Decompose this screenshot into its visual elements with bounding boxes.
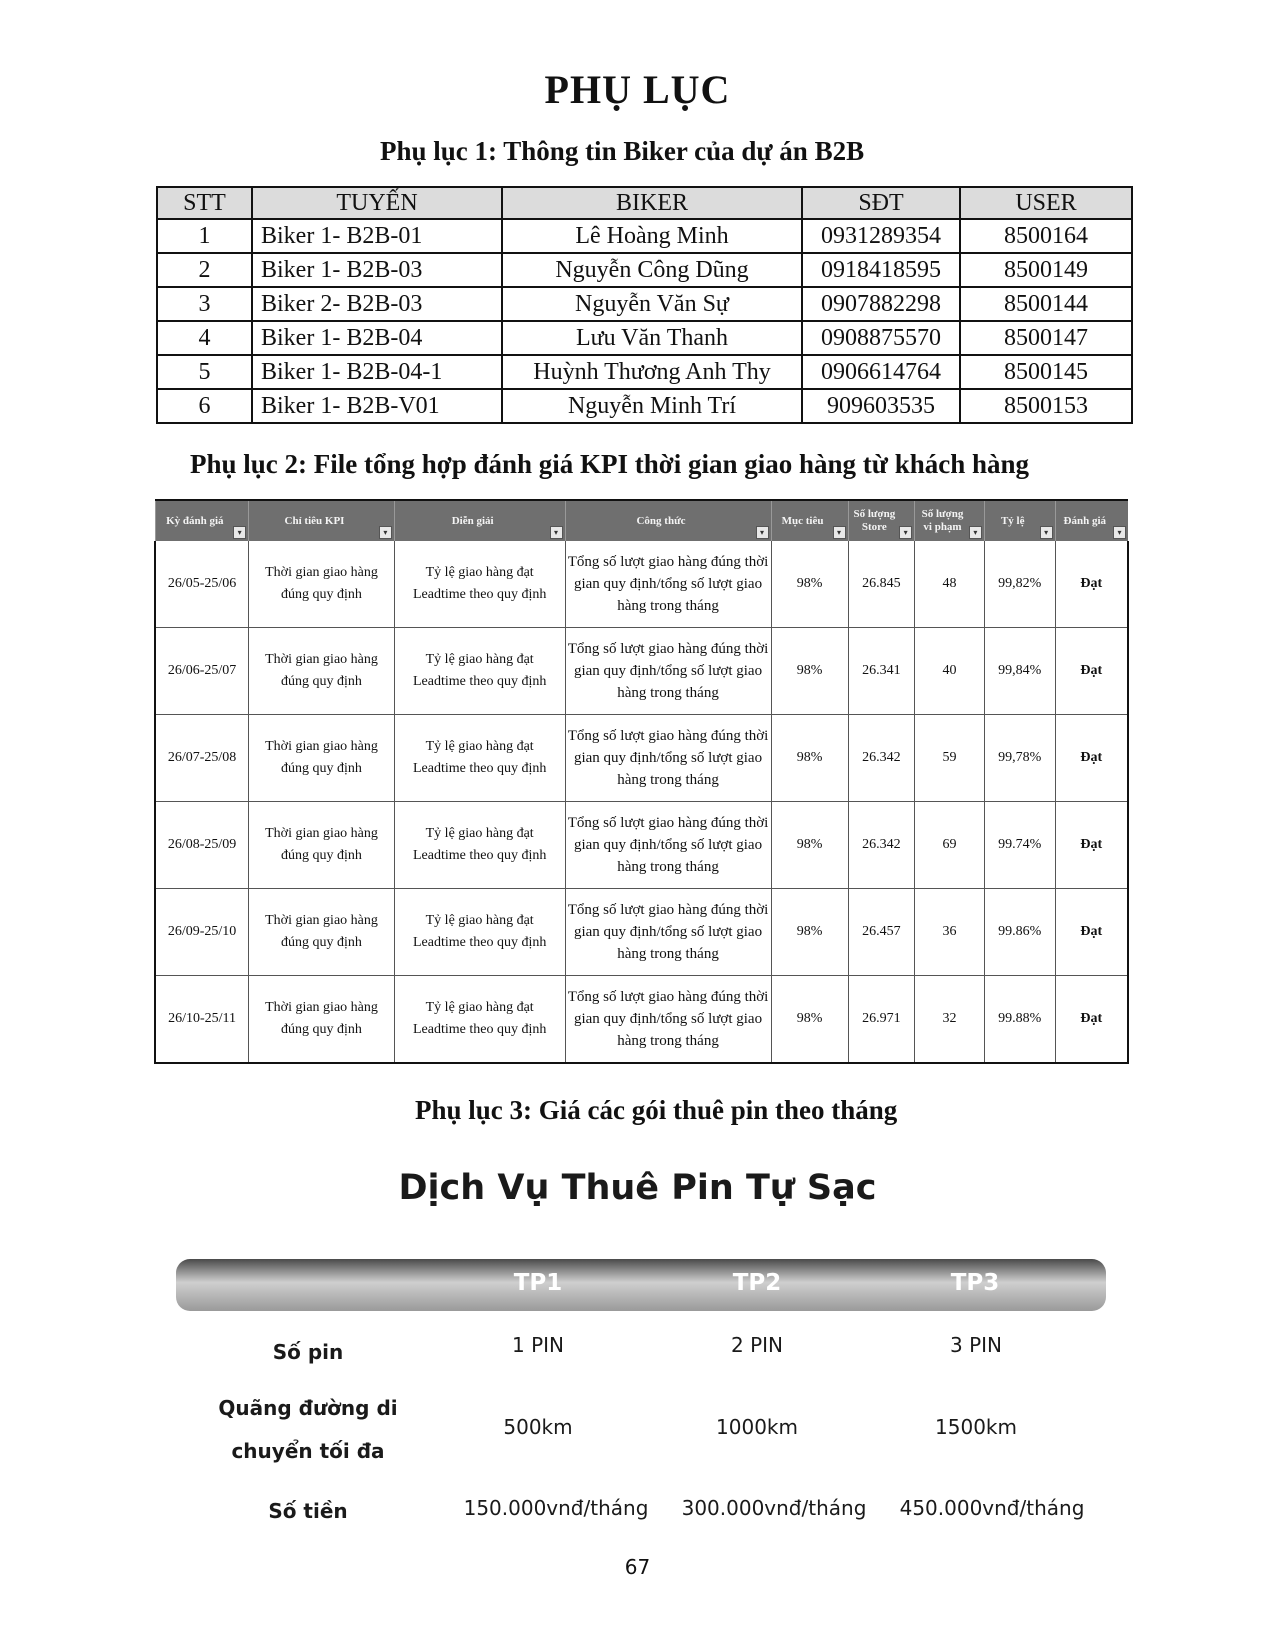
table-cell: Nguyễn Công Dũng bbox=[502, 253, 802, 287]
appendix-1-heading: Phụ lục 1: Thông tin Biker của dự án B2B bbox=[380, 136, 865, 166]
table-row bbox=[155, 541, 1128, 628]
table-cell: 98% bbox=[771, 976, 848, 1064]
kpi-table-header bbox=[155, 500, 1128, 541]
table-cell: 48 bbox=[915, 541, 985, 628]
table-cell: 8500147 bbox=[960, 321, 1132, 355]
table-row bbox=[157, 253, 1132, 287]
table-cell: Đạt bbox=[1055, 541, 1128, 628]
column-header bbox=[771, 500, 848, 541]
table-cell: 69 bbox=[915, 802, 985, 889]
table-cell: 26.341 bbox=[848, 628, 915, 715]
column-header-label: Kỳ đánh giá bbox=[166, 514, 224, 527]
filter-dropdown-icon[interactable]: ▾ bbox=[233, 526, 246, 539]
biker-table-header bbox=[157, 187, 1132, 219]
column-header bbox=[155, 500, 249, 541]
table-cell: Biker 1- B2B-V01 bbox=[252, 389, 502, 423]
table-cell: Tỷ lệ giao hàng đạt Leadtime theo quy định bbox=[394, 715, 565, 802]
table-cell: 0906614764 bbox=[802, 355, 960, 389]
table-cell: Tỷ lệ giao hàng đạt Leadtime theo quy định bbox=[394, 889, 565, 976]
table-cell: 98% bbox=[771, 802, 848, 889]
table-cell: Thời gian giao hàng đúng quy định bbox=[249, 889, 395, 976]
filter-dropdown-icon[interactable]: ▾ bbox=[1040, 526, 1053, 539]
table-cell: Thời gian giao hàng đúng quy định bbox=[249, 628, 395, 715]
column-header-label: Số lượng Store bbox=[853, 508, 896, 533]
filter-dropdown-icon[interactable]: ▾ bbox=[899, 526, 912, 539]
column-header-label: Đánh giá bbox=[1063, 514, 1107, 527]
table-cell: Thời gian giao hàng đúng quy định bbox=[249, 802, 395, 889]
table-cell: 5 bbox=[157, 355, 252, 389]
distance-tp1: 500km bbox=[503, 1415, 573, 1439]
appendix-3-heading: Phụ lục 3: Giá các gói thuê pin theo tháng bbox=[415, 1095, 898, 1125]
column-header bbox=[1055, 500, 1128, 541]
column-header: TUYẾN bbox=[252, 187, 502, 219]
table-cell: 8500149 bbox=[960, 253, 1132, 287]
table-cell: Tổng số lượt giao hàng đúng thời gian quy định/tổng số lượt giao hàng trong tháng bbox=[565, 802, 771, 889]
table-row bbox=[155, 889, 1128, 976]
column-header-label: Diễn giải bbox=[451, 514, 494, 527]
filter-dropdown-icon[interactable]: ▾ bbox=[1113, 526, 1126, 539]
table-cell: 26.457 bbox=[848, 889, 915, 976]
table-cell: 99.74% bbox=[984, 802, 1055, 889]
plan-tp2: TP2 bbox=[732, 1270, 782, 1296]
table-row bbox=[155, 976, 1128, 1064]
table-cell: Biker 1- B2B-01 bbox=[252, 219, 502, 253]
table-cell: 26/06-25/07 bbox=[155, 628, 249, 715]
table-row bbox=[155, 802, 1128, 889]
service-title: Dịch Vụ Thuê Pin Tự Sạc bbox=[398, 1168, 877, 1208]
column-header bbox=[915, 500, 985, 541]
table-cell: Nguyễn Văn Sự bbox=[502, 287, 802, 321]
price-tp1: 150.000vnđ/tháng bbox=[463, 1496, 649, 1520]
table-cell: 8500145 bbox=[960, 355, 1132, 389]
table-cell: 3 bbox=[157, 287, 252, 321]
table-cell: 26.845 bbox=[848, 541, 915, 628]
table-cell: 98% bbox=[771, 628, 848, 715]
pins-tp2: 2 PIN bbox=[730, 1333, 783, 1357]
table-cell: 26/10-25/11 bbox=[155, 976, 249, 1064]
table-cell: 1 bbox=[157, 219, 252, 253]
table-cell: Tỷ lệ giao hàng đạt Leadtime theo quy định bbox=[394, 976, 565, 1064]
column-header bbox=[565, 500, 771, 541]
column-header-label: Tỷ lệ bbox=[1000, 514, 1025, 527]
row-label-price: Số tiền bbox=[268, 1499, 348, 1523]
filter-dropdown-icon[interactable]: ▾ bbox=[379, 526, 392, 539]
biker-table bbox=[156, 186, 1133, 424]
column-header-label: Chỉ tiêu KPI bbox=[284, 514, 345, 527]
table-cell: 0931289354 bbox=[802, 219, 960, 253]
table-cell: 26/09-25/10 bbox=[155, 889, 249, 976]
table-row bbox=[157, 219, 1132, 253]
table-cell: Thời gian giao hàng đúng quy định bbox=[249, 541, 395, 628]
appendix-2-heading: Phụ lục 2: File tổng hợp đánh giá KPI thời gian giao hàng từ khách hàng bbox=[190, 449, 1030, 479]
table-cell: Tỷ lệ giao hàng đạt Leadtime theo quy định bbox=[394, 628, 565, 715]
table-cell: Tỷ lệ giao hàng đạt Leadtime theo quy định bbox=[394, 541, 565, 628]
table-cell: 40 bbox=[915, 628, 985, 715]
table-cell: 2 bbox=[157, 253, 252, 287]
table-cell: 26.342 bbox=[848, 715, 915, 802]
table-cell: 0907882298 bbox=[802, 287, 960, 321]
pins-tp3: 3 PIN bbox=[949, 1333, 1002, 1357]
table-cell: 36 bbox=[915, 889, 985, 976]
table-cell: Lê Hoàng Minh bbox=[502, 219, 802, 253]
plan-tp3: TP3 bbox=[950, 1270, 1000, 1296]
table-cell: Thời gian giao hàng đúng quy định bbox=[249, 715, 395, 802]
column-header bbox=[394, 500, 565, 541]
table-cell: 26/05-25/06 bbox=[155, 541, 249, 628]
table-cell: Thời gian giao hàng đúng quy định bbox=[249, 976, 395, 1064]
page-title: PHỤ LỤC bbox=[544, 67, 731, 112]
table-cell: Biker 1- B2B-04-1 bbox=[252, 355, 502, 389]
row-label-distance-1: Quãng đường di bbox=[218, 1396, 398, 1420]
column-header-label: Số lượng vi phạm bbox=[921, 508, 964, 533]
table-cell: Nguyễn Minh Trí bbox=[502, 389, 802, 423]
table-cell: 26/08-25/09 bbox=[155, 802, 249, 889]
column-header: STT bbox=[157, 187, 252, 219]
distance-tp2: 1000km bbox=[716, 1415, 798, 1439]
table-cell: 99,78% bbox=[984, 715, 1055, 802]
table-row bbox=[157, 355, 1132, 389]
table-cell: 99,84% bbox=[984, 628, 1055, 715]
table-cell: Biker 2- B2B-03 bbox=[252, 287, 502, 321]
column-header-label: Công thức bbox=[636, 514, 686, 527]
table-cell: Biker 1- B2B-04 bbox=[252, 321, 502, 355]
table-cell: 4 bbox=[157, 321, 252, 355]
table-cell: Đạt bbox=[1055, 628, 1128, 715]
table-cell: 0908875570 bbox=[802, 321, 960, 355]
column-header: BIKER bbox=[502, 187, 802, 219]
column-header bbox=[249, 500, 395, 541]
table-cell: 99,82% bbox=[984, 541, 1055, 628]
table-cell: Đạt bbox=[1055, 715, 1128, 802]
column-header-label: Mục tiêu bbox=[781, 514, 824, 527]
price-tp2: 300.000vnđ/tháng bbox=[681, 1496, 867, 1520]
column-header: USER bbox=[960, 187, 1132, 219]
table-cell: 99.88% bbox=[984, 976, 1055, 1064]
table-cell: 98% bbox=[771, 889, 848, 976]
table-cell: Đạt bbox=[1055, 889, 1128, 976]
table-cell: 98% bbox=[771, 715, 848, 802]
table-cell: 26/07-25/08 bbox=[155, 715, 249, 802]
table-cell: Lưu Văn Thanh bbox=[502, 321, 802, 355]
table-row bbox=[157, 287, 1132, 321]
table-cell: Huỳnh Thương Anh Thy bbox=[502, 355, 802, 389]
table-cell: 32 bbox=[915, 976, 985, 1064]
column-header: SĐT bbox=[802, 187, 960, 219]
table-cell: Tổng số lượt giao hàng đúng thời gian quy định/tổng số lượt giao hàng trong tháng bbox=[565, 628, 771, 715]
table-cell: 26.971 bbox=[848, 976, 915, 1064]
pins-tp1: 1 PIN bbox=[511, 1333, 564, 1357]
table-cell: Đạt bbox=[1055, 802, 1128, 889]
table-cell: Tỷ lệ giao hàng đạt Leadtime theo quy định bbox=[394, 802, 565, 889]
table-cell: 99.86% bbox=[984, 889, 1055, 976]
table-row bbox=[157, 321, 1132, 355]
table-cell: 8500164 bbox=[960, 219, 1132, 253]
table-row bbox=[155, 715, 1128, 802]
plan-tp1: TP1 bbox=[513, 1270, 563, 1296]
table-cell: 98% bbox=[771, 541, 848, 628]
table-cell: 26.342 bbox=[848, 802, 915, 889]
table-cell: 0918418595 bbox=[802, 253, 960, 287]
filter-dropdown-icon[interactable]: ▾ bbox=[833, 526, 846, 539]
table-cell: 6 bbox=[157, 389, 252, 423]
column-header bbox=[984, 500, 1055, 541]
table-cell: 8500153 bbox=[960, 389, 1132, 423]
table-cell: Tổng số lượt giao hàng đúng thời gian quy định/tổng số lượt giao hàng trong tháng bbox=[565, 715, 771, 802]
price-tp3: 450.000vnđ/tháng bbox=[899, 1496, 1085, 1520]
table-row bbox=[157, 389, 1132, 423]
table-cell: 59 bbox=[915, 715, 985, 802]
filter-dropdown-icon[interactable]: ▾ bbox=[550, 526, 563, 539]
row-label-distance-2: chuyển tối đa bbox=[231, 1439, 385, 1463]
row-label-pins: Số pin bbox=[272, 1340, 344, 1364]
table-cell: Tổng số lượt giao hàng đúng thời gian quy định/tổng số lượt giao hàng trong tháng bbox=[565, 541, 771, 628]
distance-tp3: 1500km bbox=[935, 1415, 1017, 1439]
table-cell: 8500144 bbox=[960, 287, 1132, 321]
table-cell: Đạt bbox=[1055, 976, 1128, 1064]
table-cell: Biker 1- B2B-03 bbox=[252, 253, 502, 287]
table-cell: Tổng số lượt giao hàng đúng thời gian quy định/tổng số lượt giao hàng trong tháng bbox=[565, 976, 771, 1064]
kpi-table bbox=[154, 499, 1129, 1064]
page-number: 67 bbox=[624, 1555, 651, 1579]
filter-dropdown-icon[interactable]: ▾ bbox=[969, 526, 982, 539]
column-header bbox=[848, 500, 915, 541]
filter-dropdown-icon[interactable]: ▾ bbox=[756, 526, 769, 539]
table-cell: 909603535 bbox=[802, 389, 960, 423]
table-cell: Tổng số lượt giao hàng đúng thời gian quy định/tổng số lượt giao hàng trong tháng bbox=[565, 889, 771, 976]
table-row bbox=[155, 628, 1128, 715]
